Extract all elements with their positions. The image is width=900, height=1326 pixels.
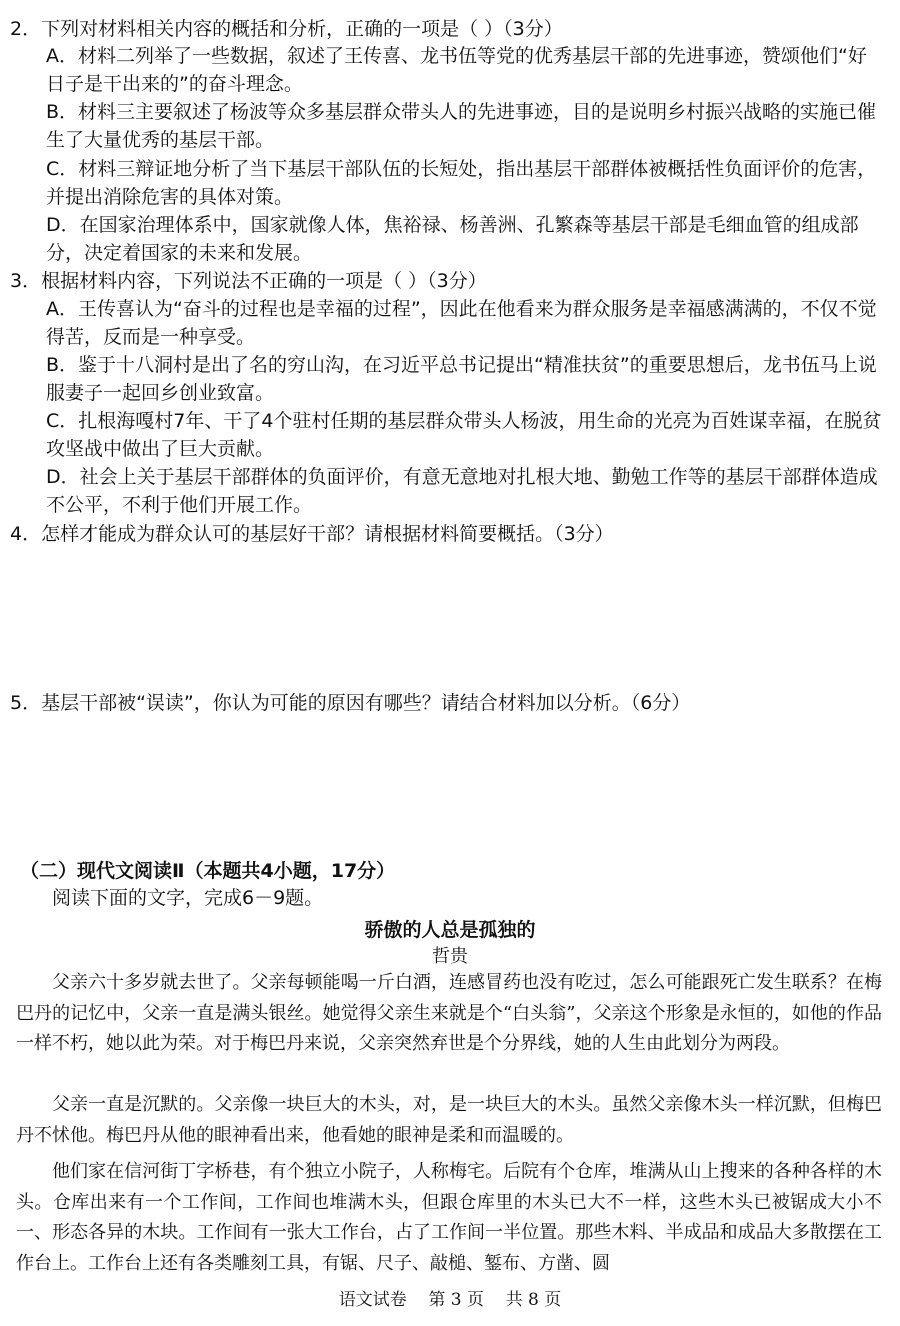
article-title: 骄傲的人总是孤独的 — [364, 919, 536, 941]
question-3-option-c: C．扎根海嘎村7年、干了4个驻村任期的基层群众带头人杨波，用生命的光亮为百姓谋幸福，在脱贫攻坚战中做出了巨大贡献。 — [46, 410, 882, 460]
question-4-answer-space[interactable] — [40, 552, 880, 682]
question-5-answer-space[interactable] — [40, 722, 880, 850]
section-instruction: 阅读下面的文字，完成6－9题。 — [52, 887, 324, 909]
section-title: （二）现代文阅读Ⅱ（本题共4小题，17分） — [20, 860, 396, 882]
question-3-option-a: A．王传喜认为“奋斗的过程也是幸福的过程”，因此在他看来为群众服务是幸福感满满的，不仅不觉得苦，反而是一种享受。 — [46, 298, 877, 348]
question-2-stem: 2．下列对材料相关内容的概括和分析，正确的一项是（ ）（3分） — [10, 18, 563, 40]
question-2-option-d: D．在国家治理体系中，国家就像人体，焦裕禄、杨善洲、孔繁森等基层干部是毛细血管的组成部分，决定着国家的未来和发展。 — [46, 214, 859, 264]
article-author: 哲贵 — [432, 946, 468, 967]
question-2-option-c: C．材料三辩证地分析了当下基层干部队伍的长短处，指出基层干部群体被概括性负面评价的危害，并提出消除危害的具体对策。 — [46, 158, 877, 208]
question-5-stem: 5．基层干部被“误读”，你认为可能的原因有哪些？请结合材料加以分析。（6分） — [10, 692, 691, 714]
question-2-option-a: A．材料二列举了一些数据，叙述了王传喜、龙书伍等党的优秀基层干部的先进事迹，赞颂他们“好日子是干出来的”的奋斗理念。 — [46, 45, 867, 95]
question-3-option-d: D．社会上关于基层干部群体的负面评价，有意无意地对扎根大地、勤勉工作等的基层干部群体造成不公平，不利于他们开展工作。 — [46, 466, 878, 516]
page-footer: 语文试卷 第 3 页 共 8 页 — [338, 1290, 562, 1310]
article-paragraph: 父亲六十多岁就去世了。父亲每顿能喝一斤白酒，连感冒药也没有吃过，怎么可能跟死亡发生联系？在梅巴丹的记忆中，父亲一直是满头银丝。她觉得父亲生来就是个“白头翁”，父亲这个形象是永恒的，如他的作品一样不朽，她以此为荣。对于梅巴丹来说，父亲突然弃世是个分界线，她的人生由此划分为两段。 — [16, 972, 882, 1054]
question-2-option-b: B．材料三主要叙述了杨波等众多基层群众带头人的先进事迹，目的是说明乡村振兴战略的实施已催生了大量优秀的基层干部。 — [46, 101, 877, 151]
question-4-stem: 4．怎样才能成为群众认可的基层好干部？请根据材料简要概括。（3分） — [10, 523, 614, 545]
question-3-option-b: B．鉴于十八洞村是出了名的穷山沟，在习近平总书记提出“精准扶贫”的重要思想后，龙书伍马上说服妻子一起回乡创业致富。 — [46, 354, 877, 404]
article-paragraph: 他们家在信河街丁字桥巷，有个独立小院子，人称梅宅。后院有个仓库，堆满从山上搜来的各种各样的木头。仓库出来有一个工作间，工作间也堆满木头，但跟仓库里的木头已大不一样，这些木头已被锯成大小不一、形态各异的木块。工作间有一张大工作台，占了工作间一半位置。那些木料、半成品和成品大多散摆在工作台上。工作台上还有各类雕刻工具，有锯、尺子、敲槌、錾布、方凿、圆 — [16, 1161, 882, 1274]
article-paragraph: 父亲一直是沉默的。父亲像一块巨大的木头，对，是一块巨大的木头。虽然父亲像木头一样沉默，但梅巴丹不怵他。梅巴丹从他的眼神看出来，他看她的眼神是柔和而温暖的。 — [16, 1094, 882, 1146]
question-3-stem: 3．根据材料内容，下列说法不正确的一项是（ ）（3分） — [10, 270, 487, 292]
